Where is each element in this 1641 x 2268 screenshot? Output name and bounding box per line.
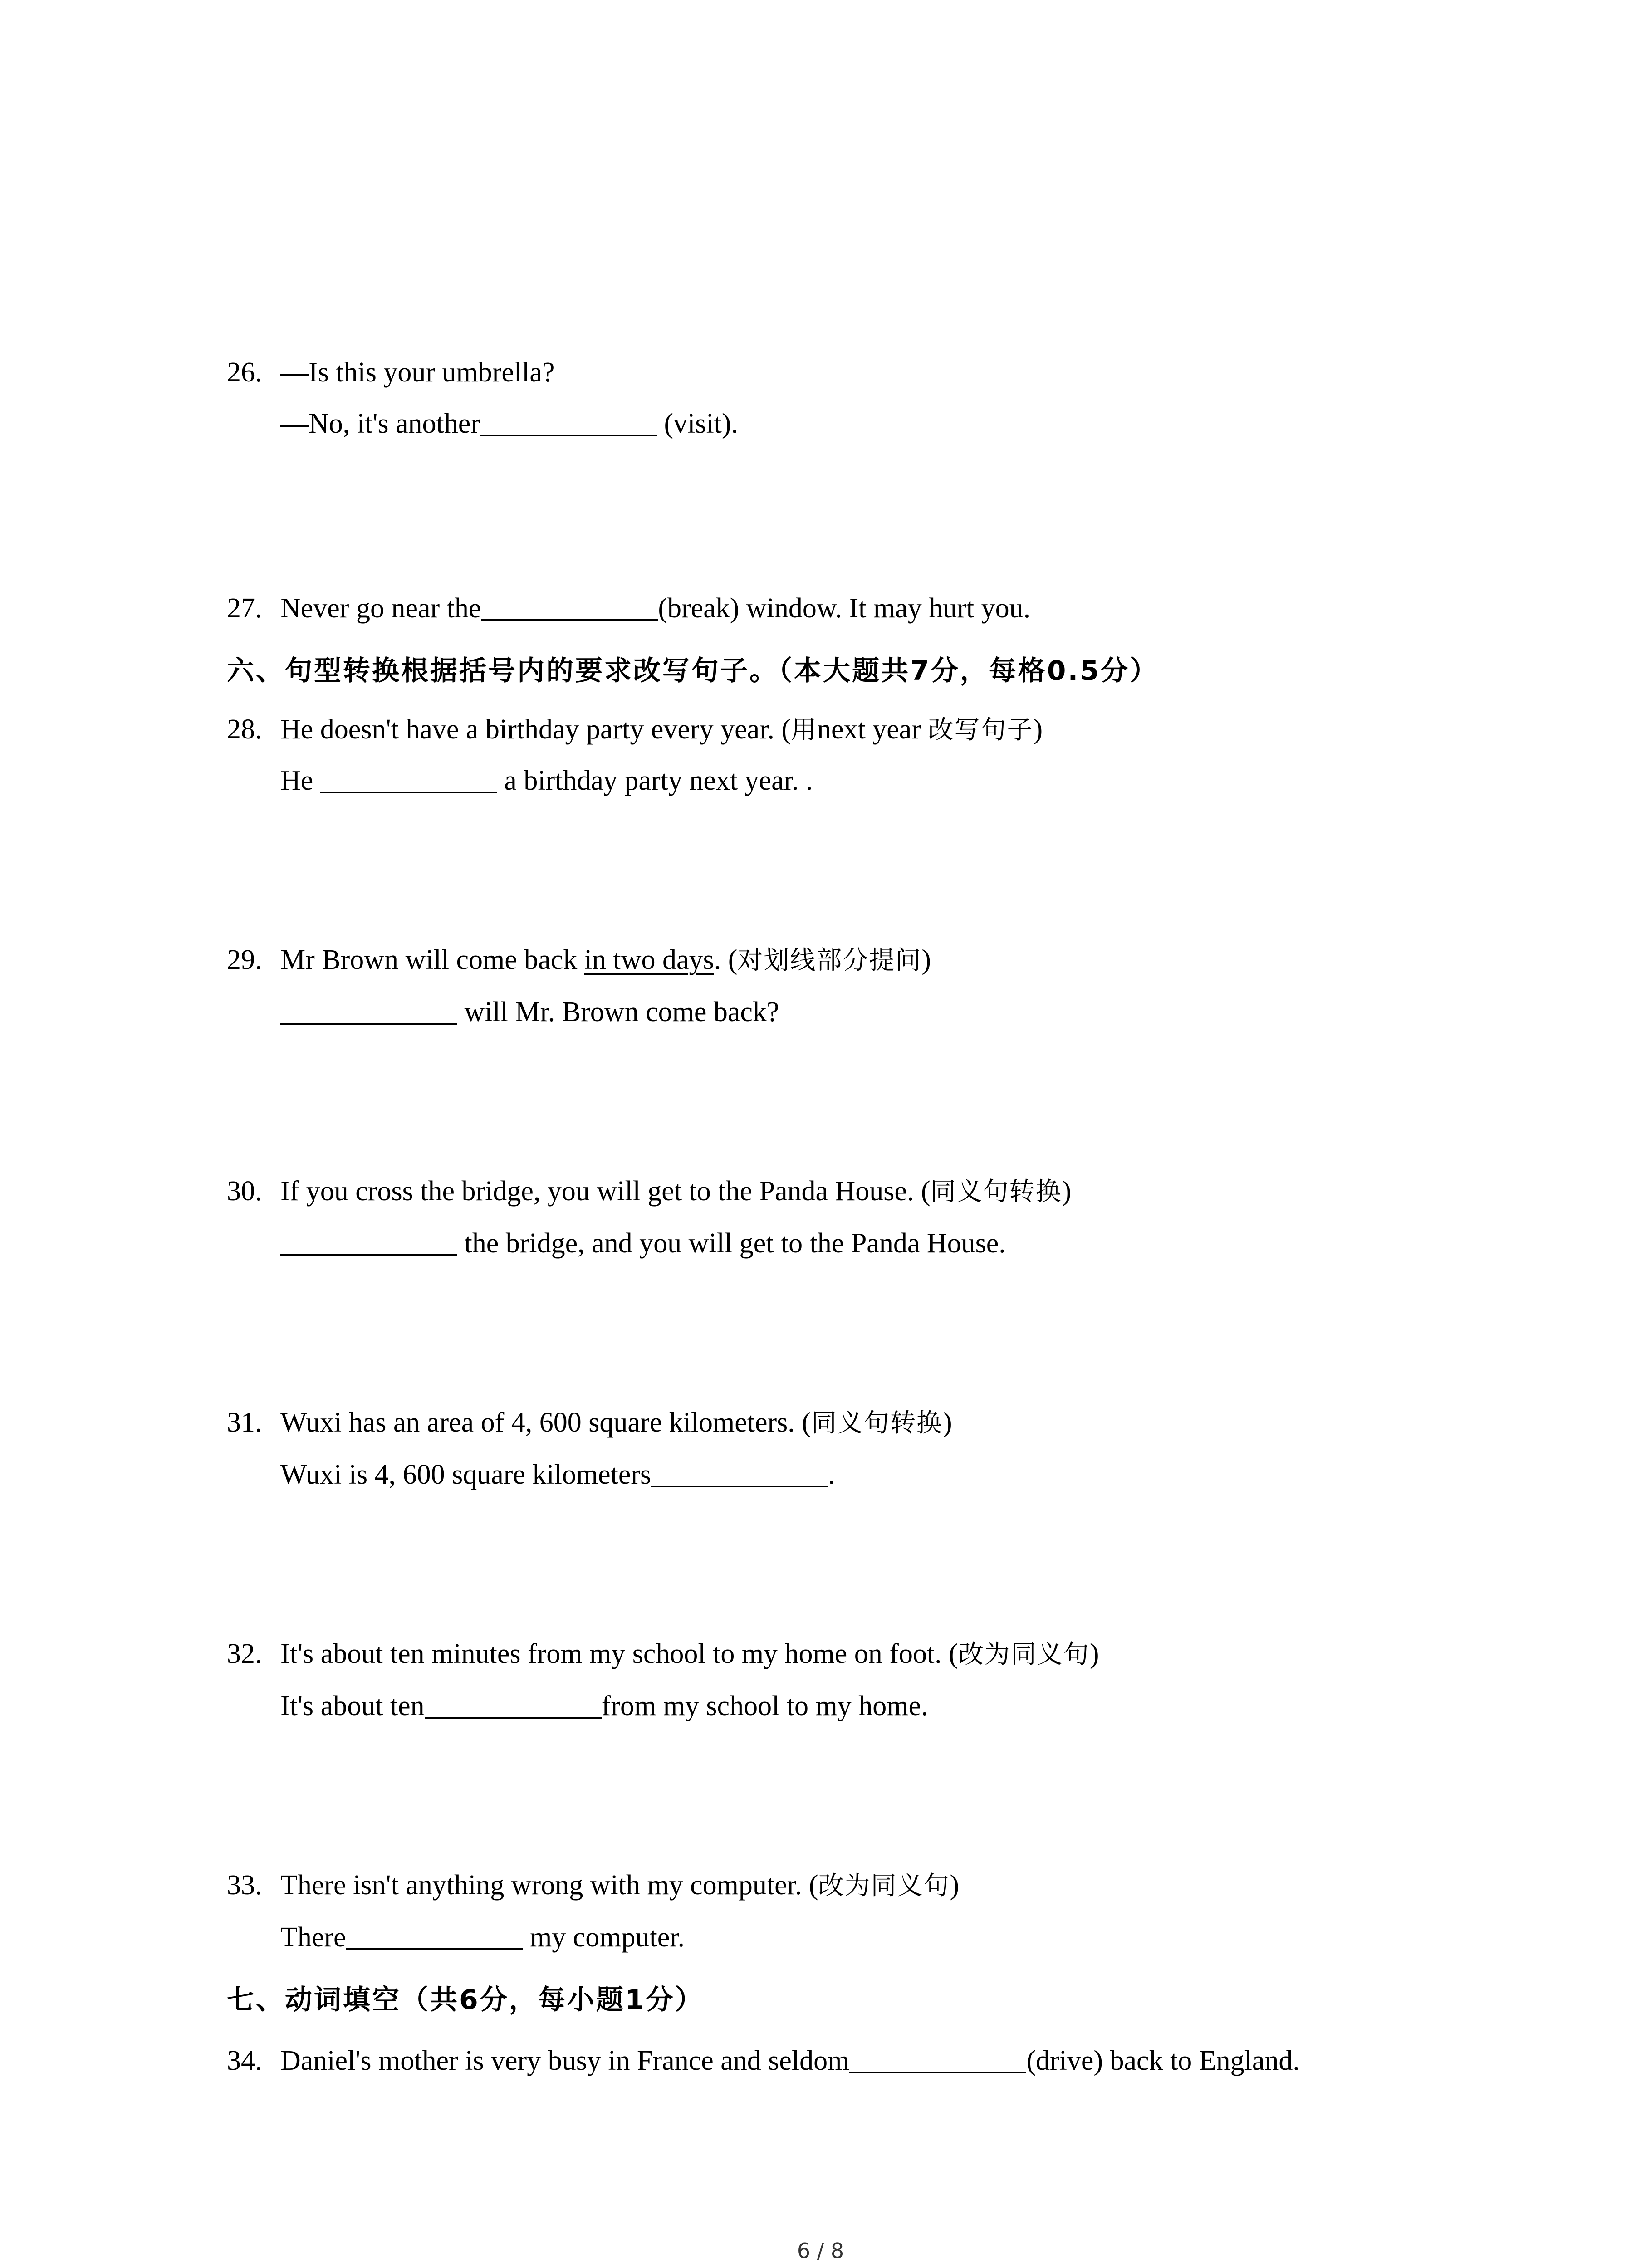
question-27	[227, 594, 1030, 622]
section-six-heading: 六、句型转换根据括号内的要求改写句子。（本大题共7分，每格0.5分）	[227, 655, 1159, 687]
answer-suffix: (visit).	[656, 408, 739, 439]
question-text: Daniel's mother is very busy in France and seldom	[280, 2045, 850, 2076]
question-text-end: )	[1033, 714, 1043, 745]
answer-blank[interactable]	[651, 1463, 828, 1487]
answer-blank[interactable]	[280, 1000, 457, 1025]
question-30-answer-line	[280, 1229, 1006, 1257]
answer-blank[interactable]	[480, 412, 657, 436]
answer-suffix: .	[828, 1459, 835, 1490]
instruction-zh: 同义句转换	[930, 1177, 1062, 1207]
answer-suffix: my computer.	[523, 1922, 685, 1953]
instruction-zh: 改为同义句	[958, 1640, 1090, 1669]
answer-blank[interactable]	[346, 1926, 523, 1950]
question-number: 27.	[227, 593, 262, 624]
question-text-end: )	[921, 944, 931, 975]
question-text: Mr Brown will come back	[280, 944, 584, 975]
question-text-end: )	[1062, 1176, 1072, 1207]
question-text: . (	[714, 944, 738, 975]
answer-blank[interactable]	[425, 1694, 602, 1719]
question-number: 30.	[227, 1176, 262, 1207]
question-text-end: (break) window. It may hurt you.	[658, 593, 1031, 624]
question-text: There isn't anything wrong with my computer. (	[280, 1870, 818, 1901]
answer-suffix: will Mr. Brown come back?	[457, 997, 779, 1027]
question-31	[227, 1408, 952, 1437]
underlined-phrase: in two days	[584, 944, 714, 975]
instruction-zh: 同义句转换	[811, 1408, 943, 1438]
question-26	[227, 358, 554, 386]
question-30	[227, 1177, 1071, 1206]
question-text: It's about ten minutes from my school to my home on foot. (	[280, 1638, 958, 1669]
answer-prefix: There	[280, 1922, 346, 1953]
instruction-en: next year	[817, 714, 928, 745]
question-text-end: (drive) back to England.	[1026, 2045, 1300, 2076]
answer-blank[interactable]	[280, 1232, 457, 1256]
answer-prefix: It's about ten	[280, 1691, 425, 1721]
question-number: 26.	[227, 357, 262, 388]
question-28	[227, 715, 1043, 744]
question-number: 31.	[227, 1407, 262, 1438]
instruction-zh: 改为同义句	[818, 1871, 950, 1901]
question-32-answer-line	[280, 1692, 928, 1720]
question-number: 34.	[227, 2045, 262, 2076]
question-29	[227, 946, 931, 975]
question-text: He doesn't have a birthday party every year. (	[280, 714, 791, 745]
question-number: 28.	[227, 714, 262, 745]
question-29-answer-line	[280, 998, 779, 1026]
page-number: 6 / 8	[797, 2239, 844, 2263]
answer-prefix: Wuxi is 4, 600 square kilometers	[280, 1459, 652, 1490]
answer-suffix: a birthday party next year. .	[497, 765, 813, 796]
answer-prefix: He	[280, 765, 320, 796]
answer-blank[interactable]	[320, 769, 497, 793]
instruction-zh: 改写句子	[928, 715, 1034, 745]
answer-suffix: the bridge, and you will get to the Panda House.	[457, 1228, 1006, 1259]
question-28-answer-line	[280, 767, 813, 795]
question-text: Never go near the	[280, 593, 481, 624]
answer-prefix: —No, it's another	[280, 408, 480, 439]
question-33	[227, 1871, 959, 1900]
question-33-answer-line	[280, 1923, 685, 1951]
question-34	[227, 2047, 1300, 2075]
answer-blank[interactable]	[849, 2049, 1026, 2073]
question-text: If you cross the bridge, you will get to the Panda House. (	[280, 1176, 931, 1207]
question-number: 29.	[227, 944, 262, 975]
answer-suffix: from my school to my home.	[601, 1691, 928, 1721]
question-number: 33.	[227, 1870, 262, 1901]
section-seven-heading: 七、动词填空（共6分，每小题1分）	[227, 1984, 704, 2016]
question-text-end: )	[942, 1407, 952, 1438]
question-text: —Is this your umbrella?	[280, 357, 555, 388]
question-number: 32.	[227, 1638, 262, 1669]
question-31-answer-line	[280, 1461, 835, 1489]
question-32	[227, 1640, 1099, 1669]
question-26-answer-line	[280, 410, 738, 438]
instruction-zh: 用	[791, 715, 817, 745]
answer-blank[interactable]	[481, 596, 658, 621]
instruction-zh: 对划线部分提问	[737, 946, 922, 975]
question-text-end: )	[950, 1870, 960, 1901]
question-text: Wuxi has an area of 4, 600 square kilometers. (	[280, 1407, 811, 1438]
question-text-end: )	[1089, 1638, 1099, 1669]
